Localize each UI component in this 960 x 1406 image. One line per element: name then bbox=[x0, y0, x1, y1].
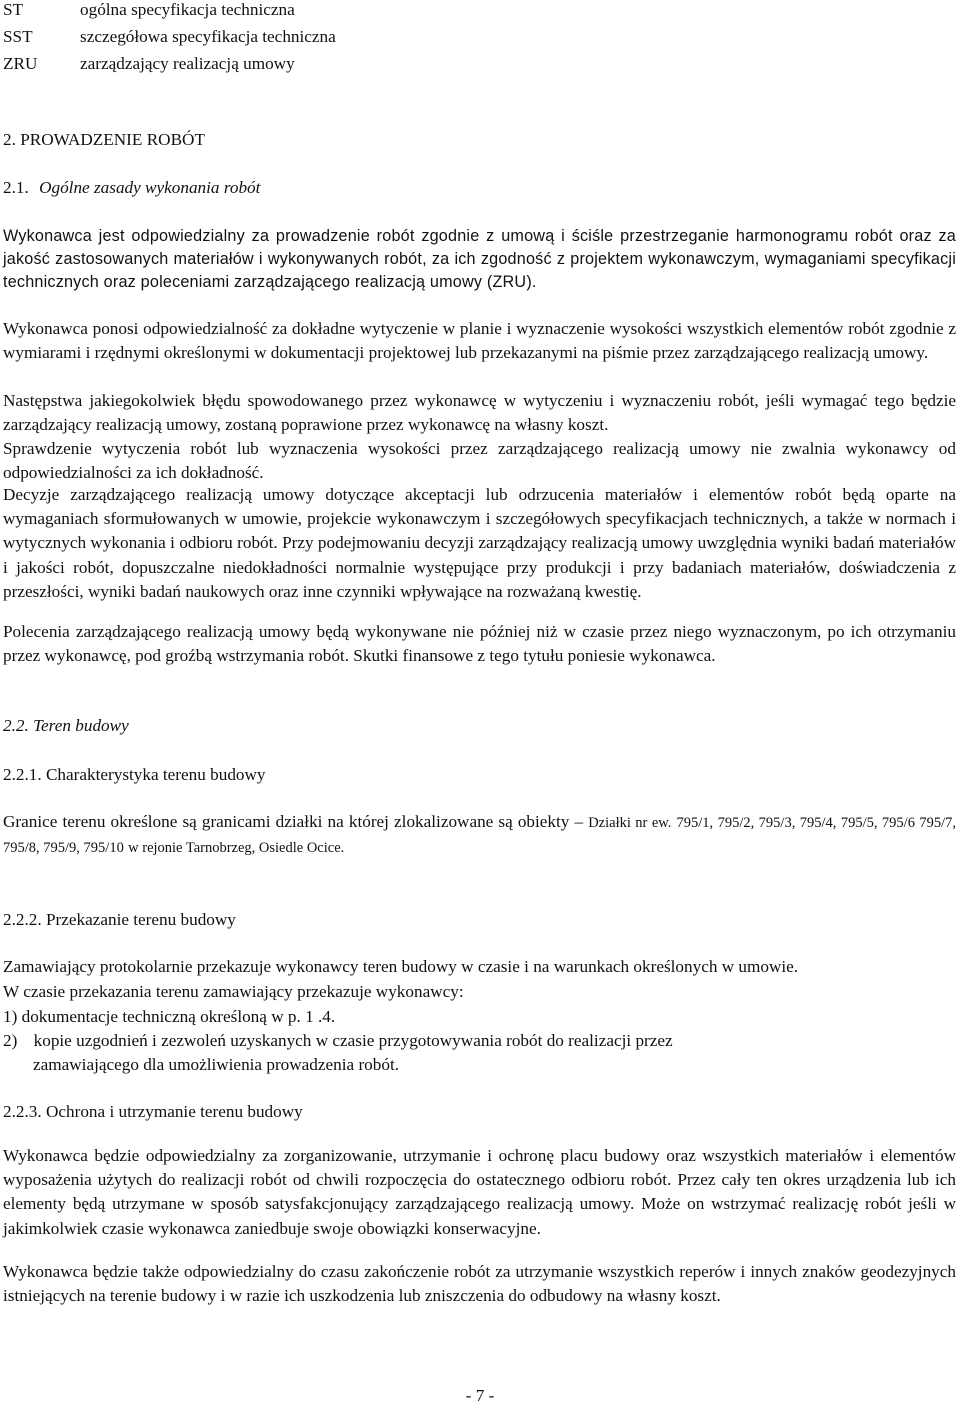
boundary-dash: – bbox=[574, 812, 584, 831]
abbr-key-st: ST bbox=[3, 0, 24, 19]
paragraph-2-1-3: Następstwa jakiegokolwiek błędu spowodowanego przez wykonawcę w wytyczeniu i wyznaczeniu robót, jeśli wymagać tego będzie zarządzający realizacją umowy, zostaną poprawione przez wykonawcę na własny koszt. bbox=[3, 391, 956, 435]
parcels-label: Działki nr ew. bbox=[588, 815, 672, 831]
section-2-1-title bbox=[3, 178, 260, 198]
abbr-key-sst: SST bbox=[3, 27, 33, 46]
abbr-value-sst: szczegółowa specyfikacja techniczna bbox=[80, 27, 336, 46]
parcels-list: 795/1, 795/2, 795/3, 795/4, 795/5, 795/6 795/7, 795/8, 795/9, 795/10 bbox=[3, 815, 957, 856]
list-item-2-line-2: zamawiającego dla umożliwienia prowadzenia robót. bbox=[33, 1055, 400, 1074]
section-2-1-heading-text: Ogólne zasady wykonania robót bbox=[39, 178, 261, 197]
parcels-location: w rejonie Tarnobrzeg, Osiedle Ocice. bbox=[128, 840, 345, 856]
abbr-value-st: ogólna specyfikacja techniczna bbox=[80, 0, 295, 19]
paragraph-2-1-6: Polecenia zarządzającego realizacją umowy będą wykonywane nie później niż w czasie przez niego wyznaczonym, po ich otrzymaniu przez wykonawcę, pod groźbą wstrzymania robót. Skutki finansowe z tego tytułu poniesie wykonawca. bbox=[3, 622, 956, 666]
section-2-2-2-title: 2.2.2. Przekazanie terenu budowy bbox=[3, 910, 236, 929]
section-2-2-1-title: 2.2.1. Charakterystyka terenu budowy bbox=[3, 765, 266, 784]
paragraph-2-2-2-1: Zamawiający protokolarnie przekazuje wykonawcy teren budowy w czasie i na warunkach określonych w umowie. bbox=[3, 957, 799, 976]
section-2-2-title: 2.2. Teren budowy bbox=[3, 716, 129, 735]
paragraph-2-1-1: Wykonawca jest odpowiedzialny za prowadzenie robót zgodnie z umową i ściśle przestrzeganie harmonogramu robót oraz za jakość zastosowanych materiałów i wykonywanych robót, za ich zgodność z projektem wykonawczym, wymaganiami specyfikacji technicznych oraz poleceniami zarządzającego realizacją umowy (ZRU). bbox=[3, 227, 956, 292]
list-item-1: 1) dokumentacje techniczną określoną w p. 1 .4. bbox=[3, 1007, 336, 1026]
paragraph-2-1-2: Wykonawca ponosi odpowiedzialność za dokładne wytyczenie w planie i wyznaczenie wysokości wszystkich elementów robót zgodnie z wymiarami i rzędnymi określonymi w dokumentacji projektowej lub przekazanymi na piśmie przez zarządzającego realizacją umowy. bbox=[3, 319, 956, 363]
boundary-text: Granice terenu określone są granicami działki na której zlokalizowane są obiekty bbox=[3, 812, 570, 831]
list-item-2 bbox=[3, 1029, 673, 1053]
section-2-1-number: 2.1. bbox=[3, 178, 29, 197]
page-number: - 7 - bbox=[465, 1386, 495, 1405]
list-item-2-number: 2) bbox=[3, 1031, 18, 1050]
section-2-2-3-title: 2.2.3. Ochrona i utrzymanie terenu budowy bbox=[3, 1102, 303, 1121]
paragraph-2-2-3-2: Wykonawca będzie także odpowiedzialny do czasu zakończenie robót za utrzymanie wszystkich reperów i innych znaków geodezyjnych istniejących na terenie budowy i w razie ich uszkodzenia lub zniszczenia do odbudowy na własny koszt. bbox=[3, 1262, 956, 1306]
paragraph-2-1-5: Decyzje zarządzającego realizacją umowy dotyczące akceptacji lub odrzucenia materiałów i elementów robót będą oparte na wymaganiach sformułowanych w umowie, projekcie wykonawczym i szczegółowych specyfikacjach technicznych, a także w normach i wytycznych wykonania i odbioru robót. Przy podejmowaniu decyzji zarządzający realizacją umowy uwzględnia wyniki badań materiałów i jakości robót, dopuszczalne niedokładności normalnie występujące przy produkcji i przy badaniach materiałów, doświadczenia z przeszłości, wyniki badań naukowych oraz inne czynniki wpływające na rozważaną kwestię. bbox=[3, 485, 956, 601]
paragraph-2-2-1 bbox=[3, 810, 956, 860]
abbr-key-zru: ZRU bbox=[3, 54, 38, 73]
paragraph-2-2-3-1: Wykonawca będzie odpowiedzialny za zorganizowanie, utrzymanie i ochronę placu budowy oraz wszystkich materiałów i elementów wyposażenia użytych do realizacji robót od chwili rozpoczęcia do ostatecznego odbioru robót. Przez cały ten okres urządzenia lub ich elementy będą utrzymane w sposób satysfakcjonujący zarządzającego realizacją umowy. Może on wstrzymać realizację robót jeśli w jakimkolwiek czasie wykonawca zaniedbuje swoje obowiązki konserwacyjne. bbox=[3, 1146, 956, 1238]
paragraph-2-2-2-2: W czasie przekazania terenu zamawiający przekazuje wykonawcy: bbox=[3, 982, 464, 1001]
paragraph-2-1-4: Sprawdzenie wytyczenia robót lub wyznaczenia wysokości przez zarządzającego realizacją umowy nie zwalnia wykonawcy od odpowiedzialności za ich dokładność. bbox=[3, 439, 956, 483]
section-2-title: 2. PROWADZENIE ROBÓT bbox=[3, 130, 205, 149]
list-item-2-line-1: kopie uzgodnień i zezwoleń uzyskanych w czasie przygotowywania robót do realizacji przez bbox=[33, 1031, 673, 1050]
abbr-value-zru: zarządzający realizacją umowy bbox=[80, 54, 295, 73]
